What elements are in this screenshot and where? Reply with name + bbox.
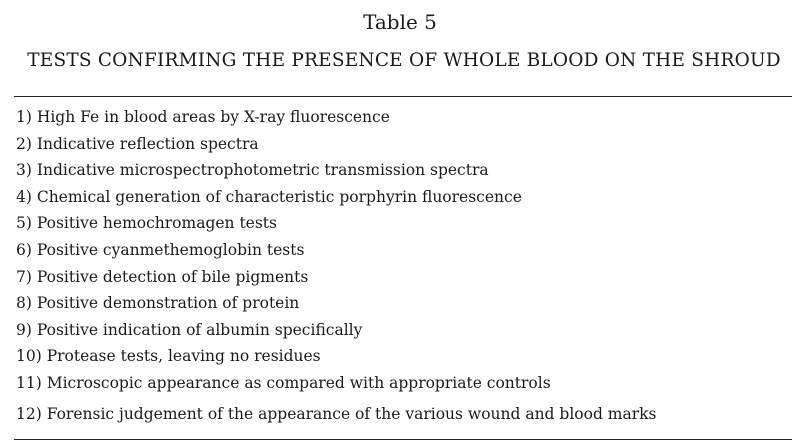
test-item: 3) Indicative microspectrophotometric transmission spectra <box>16 161 489 180</box>
test-item: 6) Positive cyanmethemoglobin tests <box>16 240 305 259</box>
test-item: 8) Positive demonstration of protein <box>16 294 300 313</box>
test-item: 12) Forensic judgement of the appearance of the various wound and blood marks <box>16 404 657 423</box>
top-rule <box>14 96 792 97</box>
table-label: Table 5 <box>363 10 437 34</box>
test-item: 7) Positive detection of bile pigments <box>16 267 309 286</box>
test-item: 10) Protease tests, leaving no residues <box>16 347 321 366</box>
test-item: 4) Chemical generation of characteristic porphyrin fluorescence <box>16 187 522 206</box>
table-title: TESTS CONFIRMING THE PRESENCE OF WHOLE BLOOD ON THE SHROUD <box>27 50 781 71</box>
test-item: 5) Positive hemochromagen tests <box>16 214 277 233</box>
bottom-rule <box>14 439 792 440</box>
test-list <box>16 104 657 427</box>
test-item: 9) Positive indication of albumin specifically <box>16 320 363 339</box>
test-item: 1) High Fe in blood areas by X-ray fluorescence <box>16 108 390 126</box>
test-item: 11) Microscopic appearance as compared with appropriate controls <box>16 373 551 392</box>
test-item: 2) Indicative reflection spectra <box>16 134 259 153</box>
